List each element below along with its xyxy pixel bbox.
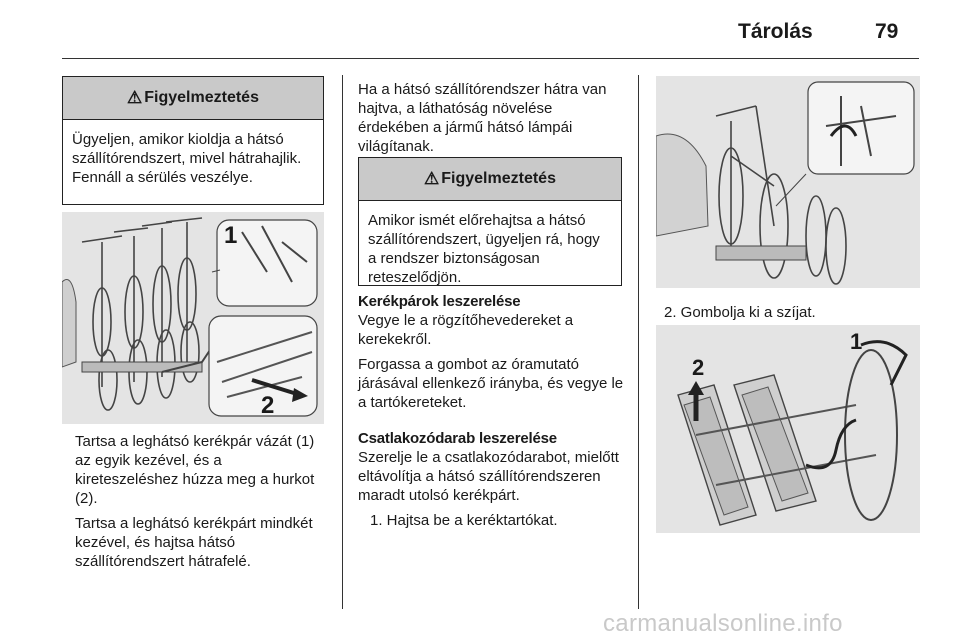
figure-bike-on-carrier [656,76,920,288]
paragraph: Tartsa a leghátsó kerékpárt mindkét kezével, és hajtsa hátsó szállítórendszert hátrafelé. [75,515,313,570]
bike-carrier-illustration [62,212,324,424]
paragraph: Szerelje le a csatlakozódarabot, mielőtt eltávolítja a hátsó szállítórendszeren maradt utolsó kerékpárt. [358,449,619,504]
warning-triangle-icon: ⚠ [127,88,143,107]
warning-text: Ügyeljen, amikor kioldja a hátsó szállítórendszert, mivel hátrahajlik. Fennáll a sérülés veszélye. [72,131,302,186]
step-item: 1. Hajtsa be a keréktartókat. [370,512,558,529]
warning-box-2 [358,157,622,286]
section-heading: Csatlakozódarab leszerelése [358,430,557,447]
warning-title: Figyelmeztetés [144,89,259,106]
warning-title: Figyelmeztetés [441,170,556,187]
warning-box-1 [62,76,324,205]
warning-triangle-icon: ⚠ [424,169,440,188]
figure-callout-1: 1 [224,222,238,249]
col1-instructions [75,432,325,577]
header-divider [62,58,919,59]
section-heading: Kerékpárok leszerelése [358,293,521,310]
paragraph: Ha a hátsó szállítórendszer hátra van hajtva, a láthatóság növelése érdekében a jármű hátsó lámpái világítanak. [358,81,607,155]
page-section-title: Tárolás [738,20,813,43]
paragraph: Vegye le a rögzítőhevedereket a kerekekről. [358,312,574,348]
figure-callout-2: 2 [692,355,705,380]
watermark: carmanualsonline.info [603,610,843,637]
warning-header [63,77,323,120]
page-number: 79 [875,20,899,43]
step-item: 2. Gombolja ki a szíjat. [664,304,816,321]
col2-intro [358,80,624,162]
warning-text: Amikor ismét előrehajtsa a hátsó szállítórendszert, ügyeljen rá, hogy a rendszer biztonságosan reteszelődjön. [368,212,600,286]
figure-wheel-holders [656,325,920,533]
col2-sections [358,292,626,536]
bike-on-carrier-illustration [656,76,920,288]
paragraph: Tartsa a leghátsó kerékpár vázát (1) az egyik kezével, és a kireteszeléshez húzza meg a hurkot (2). [75,433,315,507]
figure-callout-1: 1 [850,329,863,354]
paragraph: Forgassa a gombot az óramutató járásával ellenkező irányba, és vegye le a tartókereteket. [358,356,624,411]
column-divider-left [342,75,343,609]
warning-header [359,158,621,201]
figure-callout-2: 2 [261,392,275,419]
column-divider-right [638,75,639,609]
figure-bike-carrier-release [62,212,324,424]
